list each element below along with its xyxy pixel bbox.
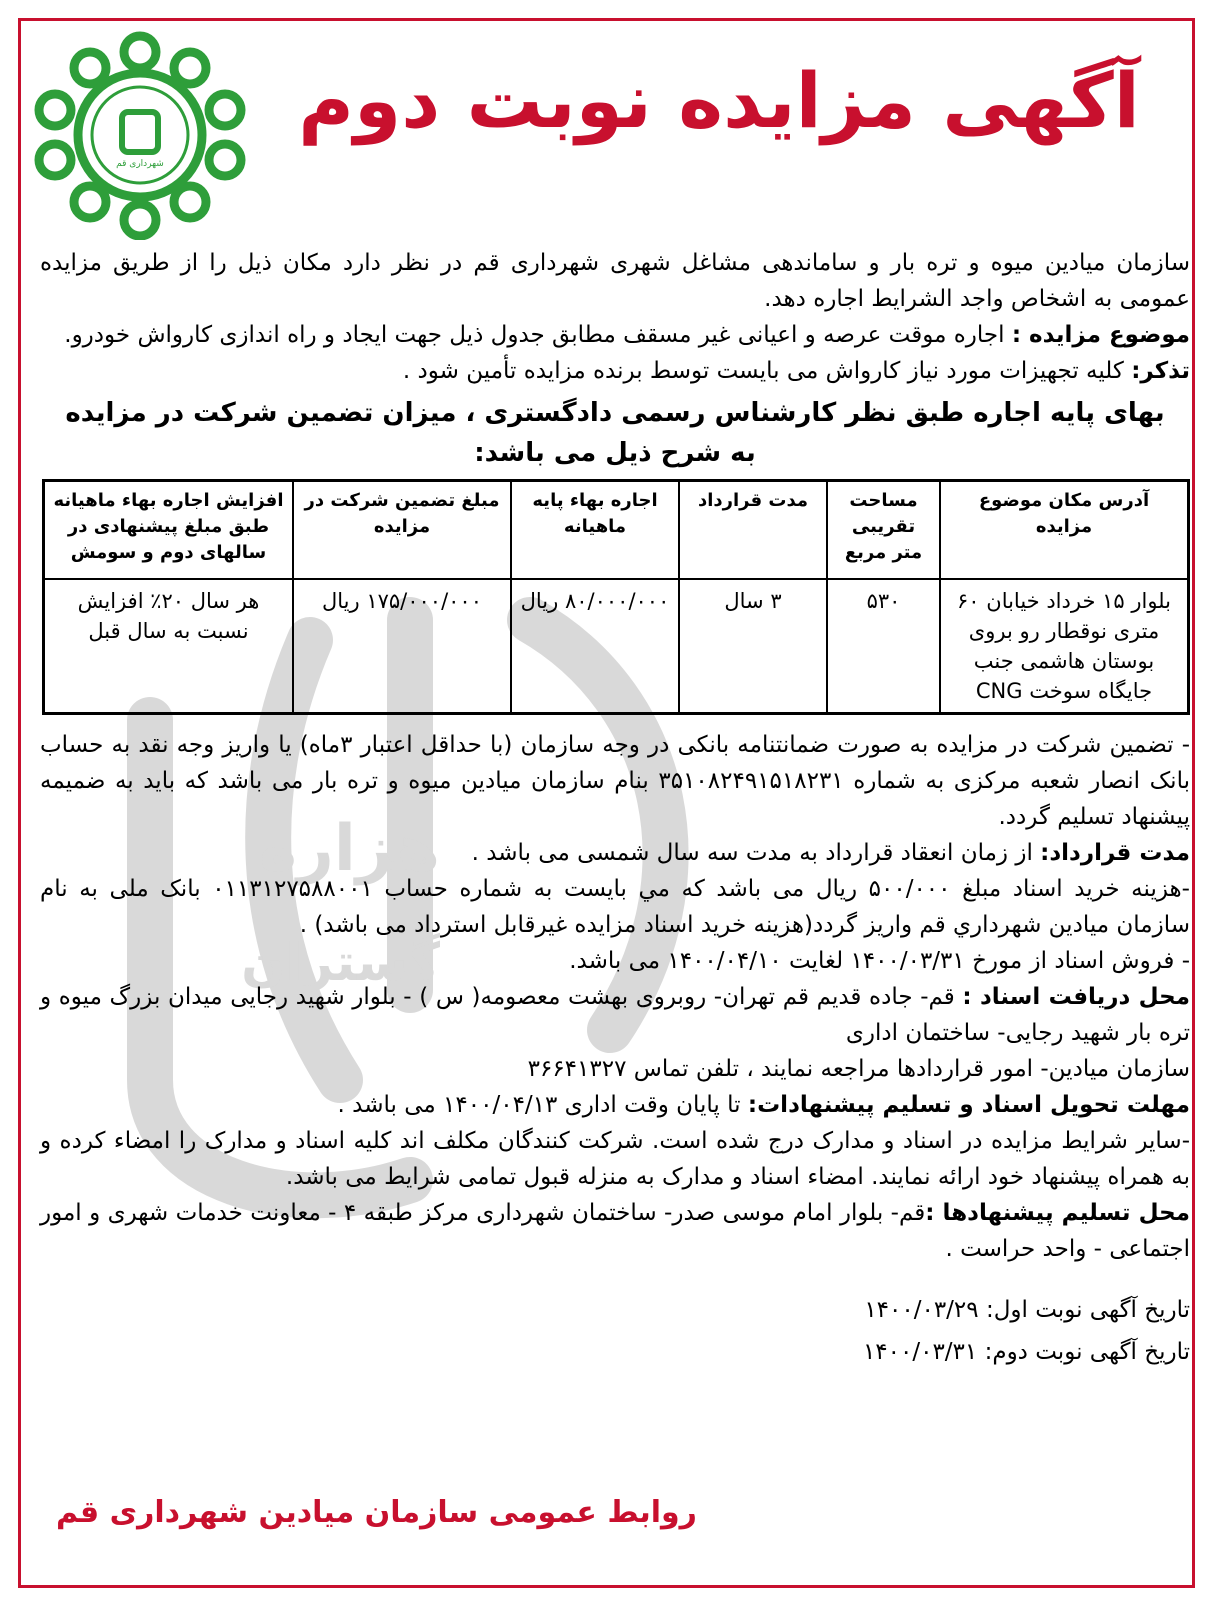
cell-increase: هر سال ۲۰٪ افزایش نسبت به سال قبل <box>44 579 294 714</box>
header-guarantee: مبلغ تضمین شرکت در مزایده <box>293 481 511 580</box>
sale-period-paragraph: - فروش اسناد از مورخ ۱۴۰۰/۰۳/۳۱ لغایت ۱۴۰۰/۰۴/۱۰ می باشد. <box>569 948 1190 974</box>
deadline-label: مهلت تحویل اسناد و تسلیم پیشنهادات: <box>747 1092 1190 1118</box>
watermark-sub-text: گستران <box>241 933 440 993</box>
deadline-paragraph <box>40 1087 1190 1123</box>
headline-line-1: بهای پایه اجاره طبق نظر کارشناس رسمی دادگستری ، میزان تضمین شرکت در مزایده <box>65 398 1165 428</box>
municipality-logo <box>30 30 250 240</box>
subject-label: موضوع مزایده : <box>1011 322 1190 348</box>
header-area: مساحت تقریبی متر مربع <box>827 481 940 580</box>
footer-signature: روابط عمومی سازمان میادین شهرداری قم <box>56 1495 697 1530</box>
header-increase: افزایش اجاره بهاء ماهیانه طبق مبلغ پیشنهادی در سالهای دوم و سومش <box>44 481 294 580</box>
document-location-label: محل دریافت اسناد : <box>962 984 1190 1010</box>
contract-duration-label: مدت قرارداد: <box>1040 840 1190 866</box>
table-row <box>44 579 1189 714</box>
cell-guarantee: ۱۷۵/۰۰۰/۰۰۰ ریال <box>293 579 511 714</box>
contract-duration-paragraph <box>40 835 1190 871</box>
document-location-text: قم- جاده قدیم قم تهران- روبروی بهشت معصومه( س ) - بلوار شهید رجایی میدان بزرگ میوه و تره بار شهید رجایی- ساختمان اداری <box>40 984 1190 1046</box>
page-title: آگهی مزایده نوبت دوم <box>298 56 1140 145</box>
header-duration: مدت قرارداد <box>679 481 827 580</box>
reminder-label: تذکر: <box>1131 358 1190 384</box>
document-location-paragraph <box>40 979 1190 1051</box>
document-fee-paragraph: -هزینه خرید اسناد مبلغ ۵۰۰/۰۰۰ ریال می باشد که مي بایست به شماره حساب ۰۱۱۳۱۲۷۵۸۸۰۰۱ بانک ملی به نام سازمان میادین شهرداري قم واریز گردد(هزینه خرید اسناد مزایده غیرقابل استرداد می باشد) . <box>40 876 1190 938</box>
table-header-row <box>44 481 1189 580</box>
headline-line-2: به شرح ذیل می باشد: <box>474 438 756 468</box>
intro-paragraph: سازمان میادین میوه و تره بار و ساماندهی مشاغل شهری شهرداری قم در نظر دارد مکان ذیل را از طریق مزایده عمومی به اشخاص واجد الشرایط اجاره دهد. <box>40 250 1190 312</box>
submission-location-text: قم- بلوار امام موسی صدر- ساختمان شهرداری مرکز طبقه ۴ - معاونت خدمات شهری و امور اجتماعی - واحد حراست . <box>40 1200 1190 1262</box>
first-publication-date: تاریخ آگهی نوبت اول: ۱۴۰۰/۰۳/۲۹ <box>864 1297 1190 1323</box>
guarantee-note: - تضمین شرکت در مزایده به صورت ضمانتنامه بانکی در وجه سازمان (با حداقل اعتبار ۳ماه) یا واریز وجه نقد به حساب بانک انصار شعبه مرکزی به شماره ۳۵۱۰۸۲۴۹۱۵۱۸۲۳۱ بنام سازمان میادین میوه و تره بار می باشد که باید به ضمیمه پیشنهاد تسلیم گردد. <box>40 732 1191 830</box>
second-publication-date: تاریخ آگهی نوبت دوم: ۱۴۰۰/۰۳/۳۱ <box>862 1339 1190 1365</box>
subject-text: اجاره موقت عرصه و اعیانی غیر مسقف مطابق جدول ذیل جهت ایجاد و راه اندازی کارواش خودرو. <box>64 322 1012 348</box>
reminder-paragraph <box>40 353 1190 389</box>
cell-address: بلوار ۱۵ خرداد خیابان ۶۰ متری نوقطار رو بروی بوستان هاشمی جنب جایگاه سوخت CNG <box>940 579 1189 714</box>
submission-location-paragraph <box>40 1195 1190 1267</box>
auction-table <box>42 479 1190 715</box>
reminder-text: کلیه تجهیزات مورد نیاز کارواش می بایست توسط برنده مزایده تأمین شود . <box>402 358 1132 384</box>
notice-body <box>40 245 1190 1373</box>
contract-duration-text: از زمان انعقاد قرارداد به مدت سه سال شمسی می باشد . <box>471 840 1041 866</box>
contact-paragraph: سازمان میادین- امور قراردادها مراجعه نمایند ، تلفن تماس ۳۶۶۴۱۳۲۷ <box>527 1056 1190 1082</box>
pricing-headline <box>40 393 1190 473</box>
header-address: آدرس مکان موضوع مزایده <box>940 481 1189 580</box>
subject-paragraph <box>40 317 1190 353</box>
submission-location-label: محل تسلیم پیشنهادها : <box>925 1200 1190 1226</box>
cell-area: ۵۳۰ <box>827 579 940 714</box>
other-conditions-paragraph: -سایر شرایط مزایده در اسناد و مدارک درج شده است. شرکت کنندگان مکلف اند کلیه اسناد و مدارک را امضاء کرده و به همراه پیشنهاد خود ارائه نمایند. امضاء اسناد و مدارک به منزله قبول تمامی شرایط می باشد. <box>40 1128 1190 1190</box>
deadline-text: تا پایان وقت اداری ۱۴۰۰/۰۴/۱۳ می باشد . <box>337 1092 748 1118</box>
cell-base-rent: ۸۰/۰۰۰/۰۰۰ ریال <box>511 579 679 714</box>
publication-dates <box>40 1289 1190 1373</box>
watermark-main-text: هزاره <box>259 812 440 886</box>
cell-duration: ۳ سال <box>679 579 827 714</box>
header-base-rent: اجاره بهاء پایه ماهیانه <box>511 481 679 580</box>
logo-text: شهرداری قم <box>116 159 164 169</box>
